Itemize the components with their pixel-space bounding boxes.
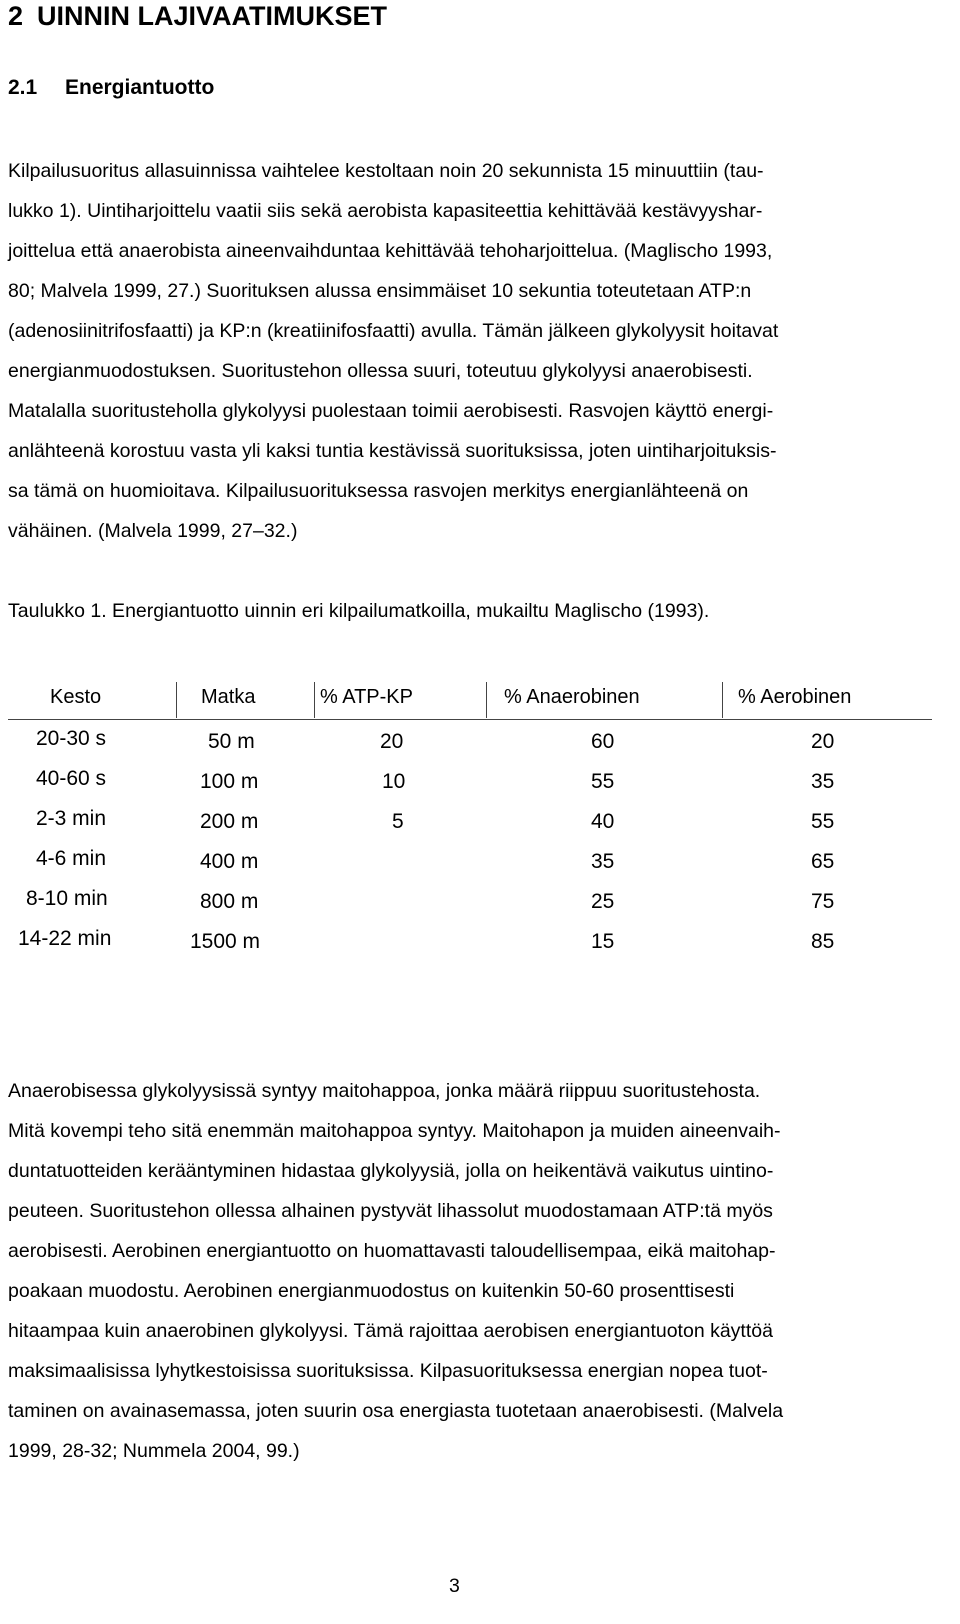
chapter-number: 2 [8, 1, 24, 31]
table-caption: Taulukko 1. Energiantuotto uinnin eri kilpailumatkoilla, mukailtu Maglischo (1993). [8, 600, 710, 622]
chapter-heading [8, 0, 387, 32]
table-cell: 800 m [200, 890, 259, 913]
table-cell: 100 m [200, 770, 259, 793]
text-line: 1999, 28-32; Nummela 2004, 99.) [8, 1440, 300, 1462]
table-header-aerobinen: % Aerobinen [738, 686, 852, 708]
text-line: energianmuodostuksen. Suoritustehon ollessa suuri, toteutuu glykolyysi anaerobisesti. [8, 360, 753, 382]
paragraph-1 [8, 151, 928, 551]
table-cell: 200 m [200, 810, 259, 833]
table-cell: 60 [591, 730, 615, 753]
table-cell: 85 [811, 930, 835, 953]
table-header-matka: Matka [201, 686, 256, 708]
table-cell: 55 [591, 770, 615, 793]
table-cell: 1500 m [190, 930, 261, 953]
text-line: Kilpailusuoritus allasuinnissa vaihtelee kestoltaan noin 20 sekunnista 15 minuuttiin (tau- [8, 160, 764, 182]
energy-table [8, 674, 932, 974]
paragraph-2 [8, 1071, 928, 1471]
table-cell: 50 m [208, 730, 255, 753]
table-cell: 8-10 min [26, 887, 108, 910]
text-line: taminen on avainasemassa, joten suurin osa energiasta tuotetaan anaerobisesti. (Malvela [8, 1400, 784, 1422]
table-cell: 25 [591, 890, 615, 913]
section-number: 2.1 [8, 76, 38, 99]
text-line: (adenosiinitrifosfaatti) ja KP:n (kreatiinifosfaatti) avulla. Tämän jälkeen glykolyysit hoitavat [8, 320, 779, 342]
table-cell: 40 [591, 810, 615, 833]
table-cell: 40-60 s [36, 767, 107, 790]
table-header-atp-kp: % ATP-KP [320, 686, 413, 708]
text-line: joittelua että anaerobista aineenvaihduntaa kehittävää tehoharjoittelua. (Maglischo 1993, [8, 240, 773, 262]
text-line: Anaerobisessa glykolyysissä syntyy maitohappoa, jonka määrä riippuu suoritustehosta. [8, 1080, 761, 1102]
table-cell: 20-30 s [36, 727, 107, 750]
text-line: Matalalla suoritusteholla glykolyysi puolestaan toimii aerobisesti. Rasvojen käyttö energi- [8, 400, 774, 422]
table-cell: 10 [382, 770, 406, 793]
section-title: Energiantuotto [65, 76, 215, 99]
table-cell: 65 [811, 850, 835, 873]
text-line: poakaan muodostu. Aerobinen energianmuodostus on kuitenkin 50-60 prosenttisesti [8, 1280, 735, 1302]
section-heading [8, 74, 214, 102]
text-line: lukko 1). Uintiharjoittelu vaatii siis sekä aerobista kapasiteettia kehittävää kestävyyshar- [8, 200, 763, 222]
text-line: peuteen. Suoritustehon ollessa alhainen pystyvät lihassolut muodostamaan ATP:tä myös [8, 1200, 773, 1222]
text-line: 80; Malvela 1999, 27.) Suorituksen alussa ensimmäiset 10 sekuntia toteutetaan ATP:n [8, 280, 752, 302]
table-cell: 2-3 min [36, 807, 107, 830]
column-divider [486, 682, 487, 718]
column-divider [722, 682, 723, 718]
chapter-title: UINNIN LAJIVAATIMUKSET [37, 1, 388, 31]
header-rule [8, 719, 932, 720]
text-line: anlähteenä korostuu vasta yli kaksi tuntia kestävissä suorituksissa, joten uintiharjoituksis- [8, 440, 777, 462]
text-line: aerobisesti. Aerobinen energiantuotto on huomattavasti taloudellisempaa, eikä maitohap- [8, 1240, 776, 1262]
column-divider [314, 682, 315, 718]
text-line: Mitä kovempi teho sitä enemmän maitohappoa syntyy. Maitohapon ja muiden aineenvaih- [8, 1120, 781, 1142]
table-cell: 55 [811, 810, 835, 833]
table-cell: 400 m [200, 850, 259, 873]
page-number: 3 [449, 1575, 460, 1597]
text-line: hitaampaa kuin anaerobinen glykolyysi. Tämä rajoittaa aerobisen energiantuoton käyttöä [8, 1320, 773, 1342]
table-cell: 35 [811, 770, 835, 793]
table-cell: 20 [380, 730, 404, 753]
text-line: sa tämä on huomioitava. Kilpailusuorituksessa rasvojen merkitys energianlähteenä on [8, 480, 749, 502]
table-cell: 15 [591, 930, 615, 953]
table-header-kesto: Kesto [50, 686, 102, 708]
table-cell: 5 [392, 810, 404, 833]
text-line: maksimaalisissa lyhytkestoisissa suorituksissa. Kilpasuorituksessa energian nopea tuot- [8, 1360, 768, 1382]
table-header-anaerobinen: % Anaerobinen [504, 686, 640, 708]
table-cell: 20 [811, 730, 835, 753]
table-cell: 14-22 min [18, 927, 112, 950]
text-line: duntatuotteiden kerääntyminen hidastaa glykolyysiä, jolla on heikentävä vaikutus uintino- [8, 1160, 774, 1182]
table-cell: 4-6 min [36, 847, 107, 870]
table-cell: 75 [811, 890, 835, 913]
column-divider [176, 682, 177, 718]
table-cell: 35 [591, 850, 615, 873]
text-line: vähäinen. (Malvela 1999, 27–32.) [8, 520, 298, 542]
